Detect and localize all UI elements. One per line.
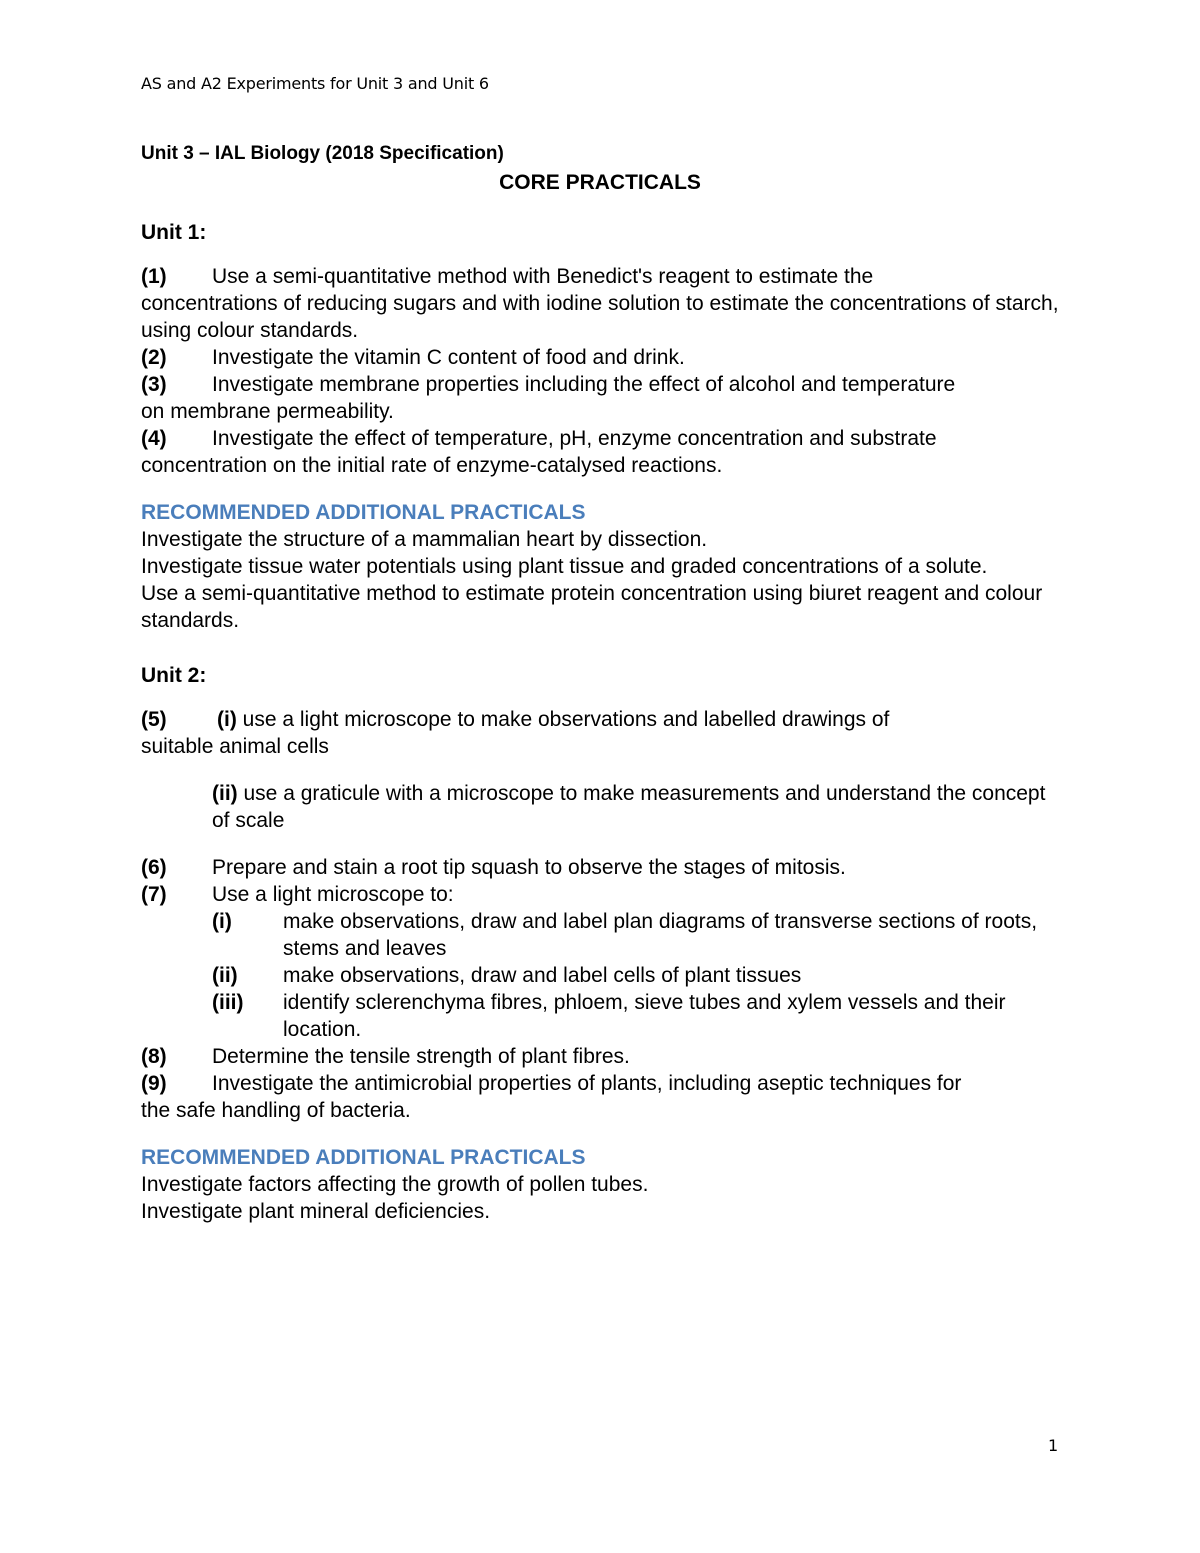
item-number: (7) (141, 883, 167, 906)
sub-item-text: use a graticule with a microscope to make measurements and understand the concept of scale (212, 782, 1046, 832)
document-body (141, 140, 1066, 1225)
item-continuation: suitable animal cells (141, 735, 329, 758)
recommended-item: Investigate the structure of a mammalian heart by dissection. (141, 528, 708, 551)
sub-item-text: make observations, draw and label plan diagrams of transverse sections of roots, stems and leaves (283, 910, 1038, 960)
recommended-item: Investigate factors affecting the growth of pollen tubes. (141, 1173, 649, 1196)
list-item (141, 344, 1066, 371)
item-number: (4) (141, 427, 167, 450)
item-text: Investigate the effect of temperature, pH, enzyme concentration and substrate (212, 427, 937, 450)
item-number: (8) (141, 1045, 167, 1068)
page-number: 1 (1048, 1436, 1059, 1455)
unit2-list (141, 706, 1066, 1124)
unit2-heading: Unit 2: (141, 664, 207, 687)
list-item (141, 1070, 1066, 1097)
list-item (141, 263, 1066, 290)
item-text: Investigate the antimicrobial properties of plants, including aseptic techniques for (212, 1072, 962, 1095)
sub-item-number: (i) (217, 708, 237, 731)
list-item (141, 854, 1066, 881)
recommended-item: Use a semi-quantitative method to estimate protein concentration using biuret reagent and colour standards. (141, 582, 1043, 632)
recommended-heading: RECOMMENDED ADDITIONAL PRACTICALS (141, 1146, 586, 1169)
sub-item (212, 962, 1066, 989)
unit1-list (141, 263, 1066, 479)
sub-item-number: (ii) (212, 782, 238, 805)
item-text: Prepare and stain a root tip squash to observe the stages of mitosis. (212, 856, 846, 879)
item-continuation: concentration on the initial rate of enzyme-catalysed reactions. (141, 454, 723, 477)
list-item (141, 706, 1066, 733)
recommended-item: Investigate plant mineral deficiencies. (141, 1200, 491, 1223)
item-number: (2) (141, 346, 167, 369)
core-practicals-title: CORE PRACTICALS (499, 171, 701, 194)
unit1-heading: Unit 1: (141, 221, 207, 244)
list-item (141, 425, 1066, 452)
list-item (141, 881, 1066, 908)
sub-item-text: identify sclerenchyma fibres, phloem, sieve tubes and xylem vessels and their location. (283, 991, 1006, 1041)
item-number: (5) (141, 708, 167, 731)
sub-item-text: make observations, draw and label cells of plant tissues (283, 964, 802, 987)
sub-item-number: (ii) (212, 964, 238, 987)
sub-item-number: (iii) (212, 991, 244, 1014)
item-text: Use a light microscope to: (212, 883, 454, 906)
sub-item-number: (i) (212, 910, 232, 933)
item-number: (6) (141, 856, 167, 879)
item-continuation: concentrations of reducing sugars and with iodine solution to estimate the concentrations of starch, using colour standards. (141, 292, 1059, 342)
recommended-heading: RECOMMENDED ADDITIONAL PRACTICALS (141, 501, 586, 524)
item-number: (9) (141, 1072, 167, 1095)
list-item (141, 371, 1066, 398)
item-text: Investigate membrane properties including the effect of alcohol and temperature (212, 373, 956, 396)
page-header: AS and A2 Experiments for Unit 3 and Unit 6 (141, 74, 489, 93)
recommended-item: Investigate tissue water potentials using plant tissue and graded concentrations of a solute. (141, 555, 988, 578)
item-text: Use a semi-quantitative method with Benedict's reagent to estimate the (212, 265, 874, 288)
item-text: Determine the tensile strength of plant fibres. (212, 1045, 630, 1068)
list-item (141, 1043, 1066, 1070)
sub-item-text: use a light microscope to make observations and labelled drawings of (242, 708, 890, 731)
item-number: (1) (141, 265, 167, 288)
item-continuation: the safe handling of bacteria. (141, 1099, 411, 1122)
item-continuation: on membrane permeability. (141, 400, 394, 423)
item-text: Investigate the vitamin C content of food and drink. (212, 346, 685, 369)
sub-item (212, 908, 1066, 962)
spec-title: Unit 3 – IAL Biology (2018 Specification) (141, 143, 504, 164)
sub-item (212, 780, 1066, 834)
sub-item (212, 989, 1066, 1043)
item-number: (3) (141, 373, 167, 396)
